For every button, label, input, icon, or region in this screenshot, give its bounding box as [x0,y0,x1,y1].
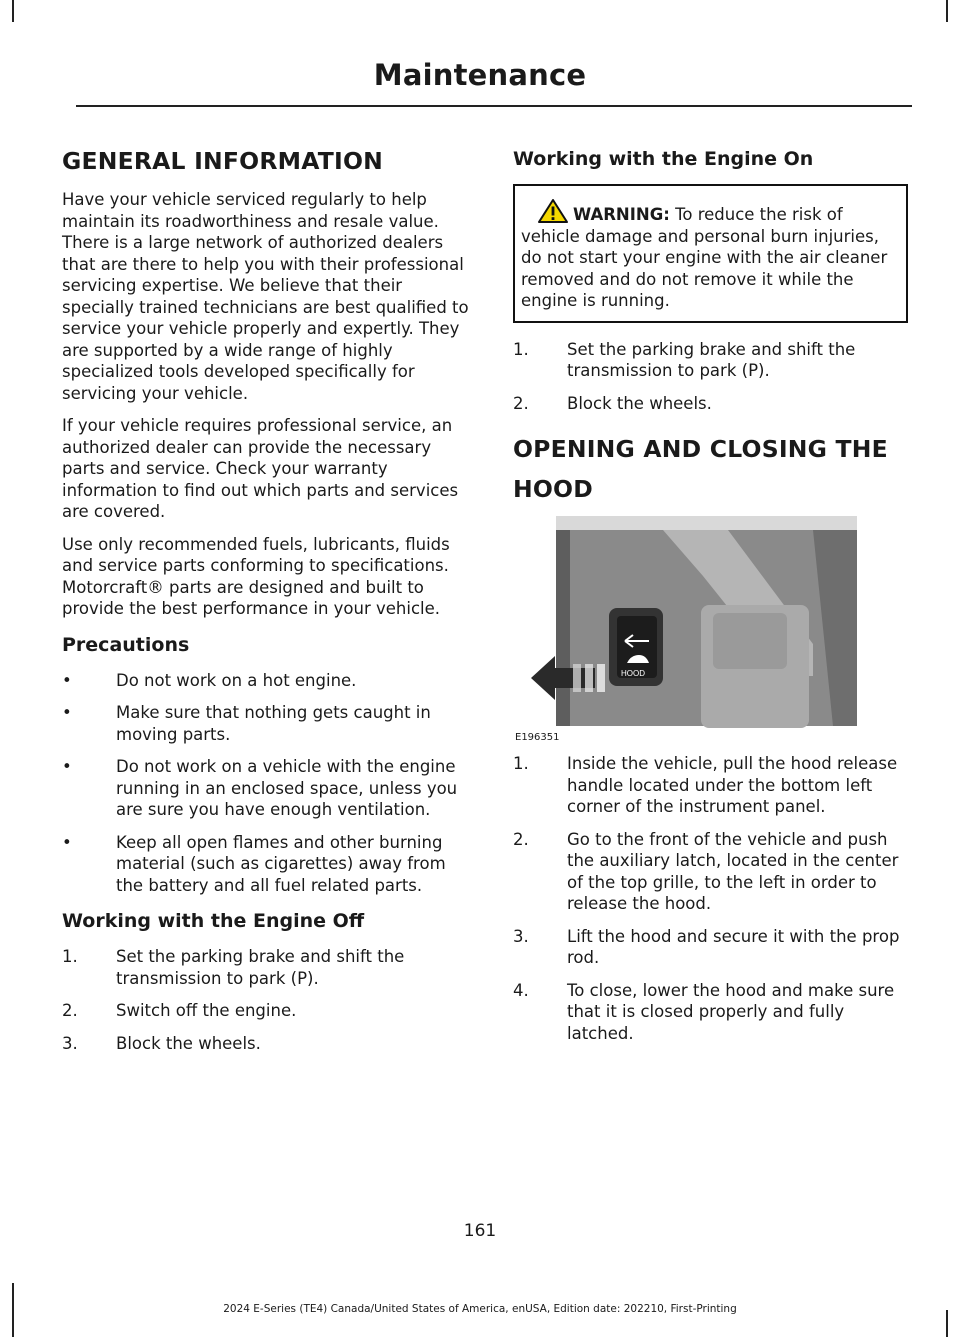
step-number: 3. [62,1033,78,1053]
bullet-icon: • [62,703,72,722]
figure-code: E196351 [515,732,560,743]
list-item-text: To close, lower the hood and make sure that it is closed properly and fully latched. [567,980,895,1043]
bullet-icon: • [62,757,72,776]
list-item [513,829,908,915]
list-item-text: Go to the front of the vehicle and push the auxiliary latch, located in the center of the top grille, to the left in order to release the hood. [567,829,899,913]
list-item-text: Block the wheels. [567,393,712,413]
list-item [513,980,908,1045]
list-item [513,753,908,818]
step-number: 3. [513,926,529,946]
list-item-text: Make sure that nothing gets caught in moving parts. [116,703,431,744]
list-item [62,702,472,745]
list-item [513,926,908,969]
warning-box [513,184,908,323]
crop-mark-top-left [12,0,14,22]
list-item [62,946,472,989]
edition-footer: 2024 E-Series (TE4) Canada/United States of America, enUSA, Edition date: 202210, First-Printing [223,1303,737,1315]
crop-mark-top-right [946,0,948,22]
bullet-icon: • [62,670,72,690]
warning-triangle-icon [537,198,569,224]
header-divider [76,105,912,107]
list-item [62,1000,472,1022]
left-column [62,146,472,1065]
list-item-text: Keep all open flames and other burning material (such as cigarettes) away from the battery and all fuel related parts. [116,832,446,895]
right-column [513,146,908,1055]
warning-text: To reduce the risk of vehicle damage and personal burn injuries, do not start your engine with the air cleaner removed and do not remove it while the engine is running. [521,205,888,310]
heading-line: HOOD [513,475,593,503]
engine-off-heading: Working with the Engine Off [62,910,365,932]
hood-release-illustration [513,516,857,741]
list-item-text: Switch off the engine. [116,1001,297,1020]
list-item-text: Block the wheels. [116,1033,261,1053]
list-item-text: Set the parking brake and shift the transmission to park (P). [116,947,405,988]
heading-line: OPENING AND CLOSING THE [513,435,888,463]
precautions-list [62,670,472,897]
step-number: 4. [513,980,529,1000]
precautions-heading: Precautions [62,633,190,656]
list-item-text: Lift the hood and secure it with the prop rod. [567,926,900,967]
page-number: 161 [463,1221,497,1241]
opening-closing-hood-heading [513,434,908,504]
paragraph: Have your vehicle serviced regularly to help maintain its roadworthiness and resale value. There is a large network of authorized dealers that are there to help you with their professional servicing expertise. We believe that their specially trained technicians are best qualified to service your vehicle properly and expertly. They are supported by a wide range of highly specialized tools developed specifically for servicing your vehicle. [62,190,469,403]
list-item [62,756,472,821]
step-number: 2. [62,1001,78,1020]
step-number: 1. [513,754,529,773]
hood-release-figure [513,516,857,741]
general-information-heading: GENERAL INFORMATION [62,147,384,175]
engine-off-steps [62,946,472,1054]
list-item [62,832,472,897]
list-item-text: Inside the vehicle, pull the hood release handle located under the bottom left corner of the instrument panel. [567,754,898,816]
list-item [513,339,908,382]
handle-label: HOOD [621,669,645,678]
list-item [513,393,908,415]
warning-label: WARNING: [573,205,670,224]
paragraph: If your vehicle requires professional service, an authorized dealer can provide the necessary parts and service. Check your warranty information to find out which parts and services are covered. [62,416,459,521]
engine-on-steps [513,339,908,415]
list-item [62,670,472,692]
bullet-icon: • [62,832,72,852]
list-item-text: Do not work on a hot engine. [116,670,357,690]
list-item [62,1033,472,1055]
list-item-text: Do not work on a vehicle with the engine running in an enclosed space, unless you are sure you have enough ventilation. [116,757,458,819]
page-title: Maintenance [373,58,587,92]
step-number: 2. [513,393,529,413]
paragraph: Use only recommended fuels, lubricants, fluids and service parts conforming to specifications. Motorcraft® parts are designed and built to provide the best performance in your vehicle. [62,534,450,618]
step-number: 2. [513,829,529,849]
list-item-text: Set the parking brake and shift the transmission to park (P). [567,339,856,380]
hood-steps [513,753,908,1044]
engine-on-heading: Working with the Engine On [513,148,814,170]
step-number: 1. [513,339,529,359]
step-number: 1. [62,947,78,966]
